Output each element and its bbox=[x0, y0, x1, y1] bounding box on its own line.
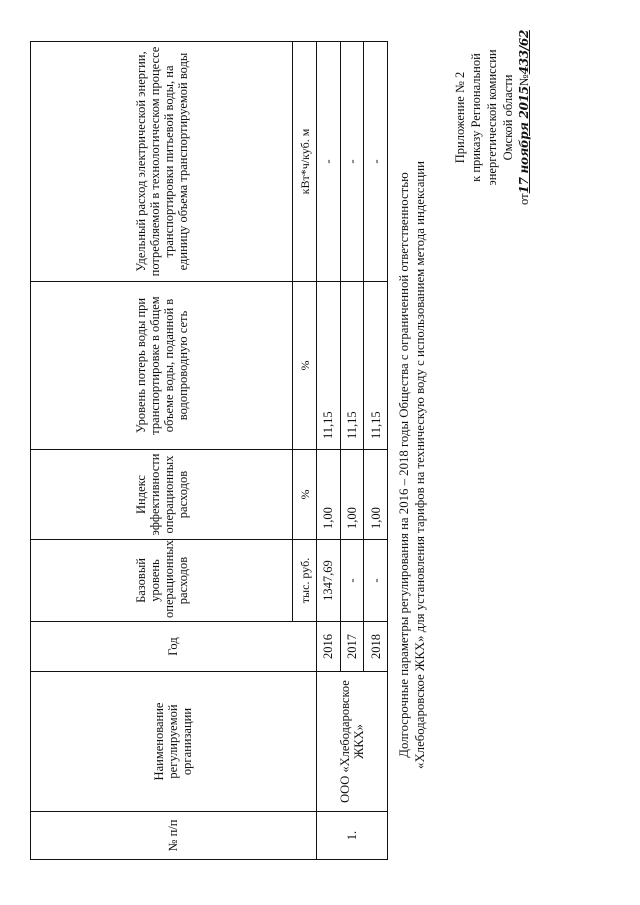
order-date-prefix: от bbox=[517, 193, 531, 205]
energy-consumption-cell: - bbox=[340, 42, 364, 282]
unit-water-loss: % bbox=[293, 282, 317, 450]
appendix-number: Приложение № 2 bbox=[453, 71, 467, 164]
row-organization: ООО «Хлебодаровское ЖКХ» bbox=[316, 672, 387, 812]
row-number: 1. bbox=[316, 812, 387, 860]
water-loss-cell: 11,15 bbox=[316, 282, 340, 450]
order-date-handwritten: 17 ноября 2015 bbox=[517, 86, 531, 194]
order-number-prefix: № bbox=[517, 74, 531, 87]
order-number-handwritten: 433/62 bbox=[517, 29, 531, 75]
base-opex-cell: - bbox=[364, 540, 388, 622]
header-base-opex: Базовый уровень операционных расходов bbox=[31, 540, 293, 622]
year-cell: 2016 bbox=[316, 622, 340, 672]
unit-base-opex: тыс. руб. bbox=[293, 540, 317, 622]
header-efficiency-index: Индекс эффективности операционных расходов bbox=[31, 450, 293, 540]
header-energy-consumption: Удельный расход электрической энергии, потребляемой в технологическом процессе транспортировки питьевой воды, на единицу объема транспортируемой воды bbox=[31, 42, 293, 282]
document-title bbox=[396, 85, 428, 845]
table-header-row bbox=[31, 42, 293, 860]
appendix-header bbox=[452, 30, 532, 205]
document-title-line-1: Долгосрочные параметры регулирования на 2016 – 2018 годы Общества с ограниченной ответственностью bbox=[397, 172, 411, 758]
header-water-loss: Уровень потерь воды при транспортировке в общем объеме воды, поданной в водопроводную сеть bbox=[31, 282, 293, 450]
header-year: Год bbox=[31, 622, 317, 672]
appendix-order-line bbox=[516, 30, 532, 205]
base-opex-cell: - bbox=[340, 540, 364, 622]
regulation-parameters-table bbox=[30, 41, 388, 860]
appendix-order-ref: к приказу Региональной bbox=[469, 53, 483, 182]
energy-consumption-cell: - bbox=[364, 42, 388, 282]
header-organization: Наименование регулируемой организации bbox=[31, 672, 317, 812]
document-title-line-2: «Хлебодаровское ЖКХ» для установления тарифов на техническую воду с использованием метода индексации bbox=[413, 161, 427, 769]
efficiency-index-cell: 1,00 bbox=[316, 450, 340, 540]
year-cell: 2018 bbox=[364, 622, 388, 672]
unit-efficiency-index: % bbox=[293, 450, 317, 540]
table-row bbox=[316, 42, 340, 860]
water-loss-cell: 11,15 bbox=[364, 282, 388, 450]
unit-energy-consumption: кВт*ч/куб. м bbox=[293, 42, 317, 282]
efficiency-index-cell: 1,00 bbox=[340, 450, 364, 540]
header-number: № п/п bbox=[31, 812, 317, 860]
year-cell: 2017 bbox=[340, 622, 364, 672]
appendix-commission: энергетической комиссии bbox=[485, 49, 499, 186]
water-loss-cell: 11,15 bbox=[340, 282, 364, 450]
appendix-region: Омской области bbox=[501, 74, 515, 161]
base-opex-cell: 1347,69 bbox=[316, 540, 340, 622]
efficiency-index-cell: 1,00 bbox=[364, 450, 388, 540]
energy-consumption-cell: - bbox=[316, 42, 340, 282]
